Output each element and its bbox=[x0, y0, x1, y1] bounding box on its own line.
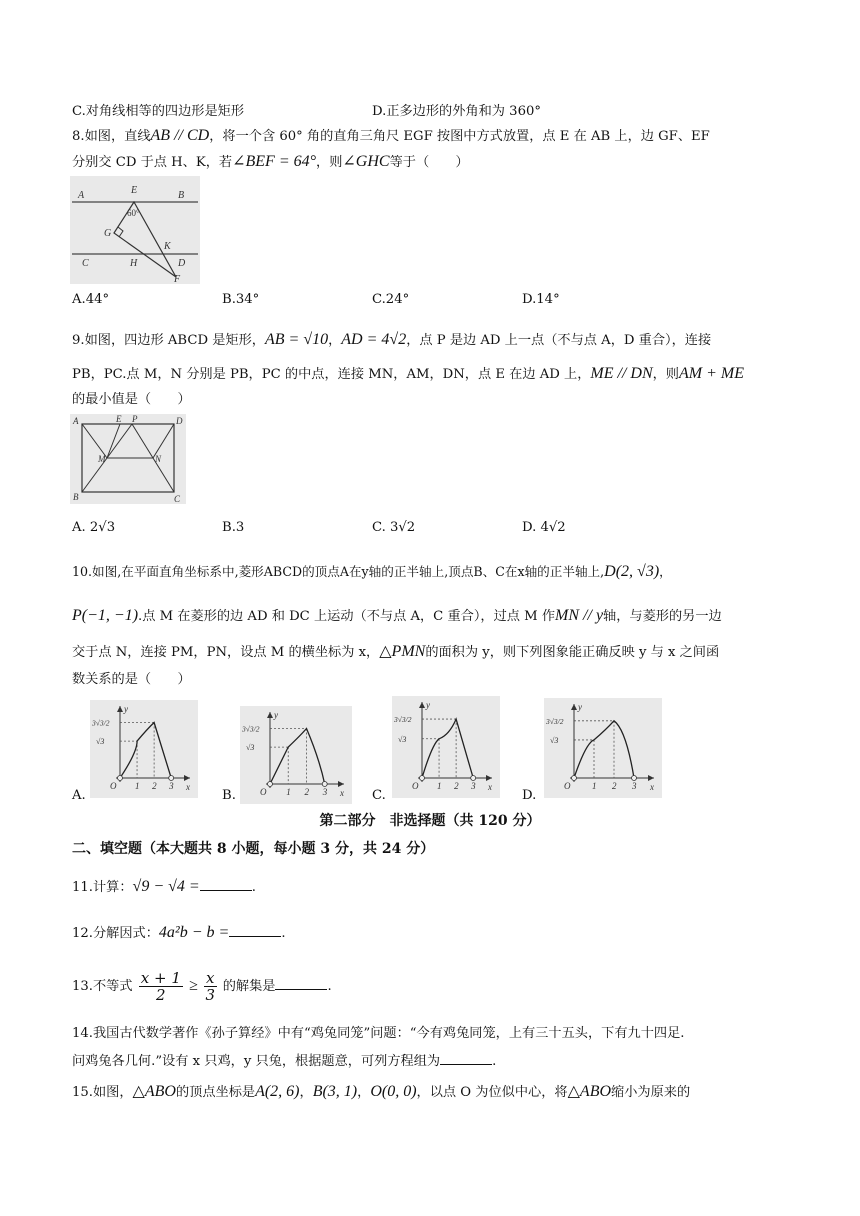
q8-stem-line2: 分别交 CD 于点 H、K，若∠BEF = 64°，则∠GHC等于（ ） bbox=[72, 153, 469, 170]
graph-tick-x3: 3 bbox=[322, 787, 328, 797]
q8-stem-line1: 8.如图，直线AB // CD，将一个含 60° 角的直角三角尺 EGF 按图中方式放置，点 E 在 AB 上，边 GF、EF bbox=[72, 127, 710, 144]
q10-stem-line4: 数关系的是（ ） bbox=[72, 672, 191, 687]
q9-figure bbox=[70, 414, 186, 504]
x-axis-arrow bbox=[486, 775, 492, 781]
q8-figure bbox=[70, 176, 200, 284]
q9-option-a: A. 2√3 bbox=[72, 520, 116, 535]
q9-label-c: C bbox=[174, 494, 181, 504]
q8-label-f: F bbox=[174, 274, 181, 284]
graph-tick-x1: 1 bbox=[135, 781, 140, 791]
q8-label-k: K bbox=[164, 241, 171, 252]
graph-tick-x2: 2 bbox=[152, 781, 157, 791]
graph-tick-x1: 1 bbox=[592, 781, 597, 791]
q13-line: 13.不等式 $\frac{x + 1}{2}$ ≥ $\frac{x}{3}$ 的解集是 . bbox=[72, 969, 332, 1004]
graph-label-x: x bbox=[186, 782, 190, 792]
q11-answer-blank[interactable] bbox=[200, 876, 252, 891]
graph-tick-x3: 3 bbox=[169, 781, 174, 791]
graph-tick-x2: 2 bbox=[612, 781, 617, 791]
function-curve bbox=[422, 719, 473, 778]
q8-label-e: E bbox=[131, 185, 138, 196]
graph-tick-mid: √3 bbox=[550, 735, 559, 745]
q9-option-c: C. 3√2 bbox=[372, 520, 416, 535]
q14-line2: 问鸡兔各几何.”设有 x 只鸡，y 只兔，根据题意，可列方程组为 . bbox=[72, 1050, 496, 1072]
graph-label-y: y bbox=[426, 700, 430, 710]
q14-answer-blank[interactable] bbox=[440, 1050, 492, 1065]
open-point-x3 bbox=[471, 776, 476, 781]
graph-label-x: x bbox=[650, 782, 654, 792]
graph-label-origin: O bbox=[260, 787, 267, 797]
q10-graph-d bbox=[544, 698, 662, 798]
q8-label-g: G bbox=[104, 228, 112, 239]
q10-stem-line1: 10.如图,在平面直角坐标系中,菱形ABCD的顶点A在y轴的正半轴上,顶点B、C在x轴的正半轴上,D(2, √3)， bbox=[72, 563, 672, 580]
q10-option-b: B. bbox=[222, 788, 236, 803]
graph-tick-mid: √3 bbox=[96, 737, 105, 747]
q8-label-b: B bbox=[178, 190, 185, 201]
graph-label-y: y bbox=[124, 704, 128, 714]
graph-label-x: x bbox=[488, 782, 492, 792]
q12-answer-blank[interactable] bbox=[229, 922, 281, 937]
q8-option-b: B.34° bbox=[222, 292, 260, 307]
q10-option-c: C. bbox=[372, 788, 386, 803]
q13-answer-blank[interactable] bbox=[275, 975, 327, 990]
q7-option-d: D.正多边形的外角和为 360° bbox=[372, 104, 541, 119]
q8-label-a: A bbox=[78, 190, 85, 201]
y-axis-arrow bbox=[117, 706, 123, 712]
q10-stem-line3: 交于点 N，连接 PM，PN，设点 M 的横坐标为 x，△PMN的面积为 y，则下列图象能正确反映 y 与 x 之间函 bbox=[72, 643, 720, 660]
graph-tick-top: 3√3/2 bbox=[394, 715, 412, 725]
q9-stem-line1: 9.如图，四边形 ABCD 是矩形，AB = √10，AD = 4√2，点 P 是边 AD 上一点（不与点 A，D 重合），连接 bbox=[72, 331, 712, 348]
section2-title: 二、填空题（本大题共 8 小题，每小题 3 分，共 24 分） bbox=[72, 841, 435, 857]
q8-option-a: A.44° bbox=[72, 292, 110, 307]
x-axis-arrow bbox=[648, 775, 654, 781]
q8-label-d: D bbox=[178, 258, 186, 269]
q9-label-b: B bbox=[73, 492, 79, 502]
q9-label-a: A bbox=[73, 416, 79, 426]
graph-label-origin: O bbox=[110, 781, 117, 791]
open-point-origin bbox=[572, 776, 577, 781]
q9-label-e: E bbox=[116, 414, 122, 424]
graph-tick-x1: 1 bbox=[437, 781, 442, 791]
x-axis-arrow bbox=[184, 775, 190, 781]
q9-label-n: N bbox=[155, 454, 162, 464]
function-curve bbox=[574, 721, 634, 778]
q15-line: 15.如图，△ABO的顶点坐标是A(2, 6)，B(3, 1)，O(0, 0)，以点 O 为位似中心，将△ABO缩小为原来的 bbox=[72, 1083, 691, 1100]
q8-label-h: H bbox=[130, 258, 138, 269]
q10-stem-line2: P(−1, −1).点 M 在菱形的边 AD 和 DC 上运动（不与点 A，C 重合），过点 M 作MN // y轴，与菱形的另一边 bbox=[72, 607, 722, 624]
graph-tick-x1: 1 bbox=[286, 787, 291, 797]
graph-tick-top: 3√3/2 bbox=[92, 718, 110, 728]
graph-label-origin: O bbox=[412, 781, 419, 791]
open-point-origin bbox=[118, 776, 123, 781]
graph-tick-mid: √3 bbox=[246, 743, 255, 753]
graph-tick-top: 3√3/2 bbox=[242, 724, 260, 734]
q9-label-d: D bbox=[176, 416, 183, 426]
graph-tick-x2: 2 bbox=[304, 787, 309, 797]
q8-label-60: 60° bbox=[127, 208, 140, 218]
q8-label-c: C bbox=[82, 258, 89, 269]
graph-tick-x3: 3 bbox=[632, 781, 637, 791]
q13-fraction-left: $\frac{x + 1}{2}$ bbox=[140, 969, 181, 1004]
graph-label-y: y bbox=[578, 702, 582, 712]
q10-graph-b bbox=[240, 706, 352, 804]
q10-option-a: A. bbox=[72, 788, 86, 803]
q9-stem-line3: 的最小值是（ ） bbox=[72, 392, 191, 407]
q10-graph-c bbox=[392, 696, 500, 798]
open-point-x3 bbox=[322, 782, 327, 787]
graph-tick-x3: 3 bbox=[471, 781, 476, 791]
q9-option-d: D. 4√2 bbox=[522, 520, 566, 535]
graph-tick-x2: 2 bbox=[454, 781, 459, 791]
q8-option-d: D.14° bbox=[522, 292, 560, 307]
function-curve bbox=[270, 729, 325, 785]
open-point-x3 bbox=[632, 776, 637, 781]
open-point-origin bbox=[420, 776, 425, 781]
graph-tick-top: 3√3/2 bbox=[546, 716, 564, 726]
graph-label-y: y bbox=[274, 710, 278, 720]
q9-label-p: P bbox=[132, 414, 138, 424]
q13-fraction-right: $\frac{x}{3}$ bbox=[205, 969, 216, 1004]
q10-option-d: D. bbox=[522, 788, 537, 803]
x-axis-arrow bbox=[338, 781, 344, 787]
open-point-x3 bbox=[169, 776, 174, 781]
q11-line: 11.计算：√9 − √4 = . bbox=[72, 878, 256, 895]
function-curve bbox=[120, 723, 171, 779]
y-axis-arrow bbox=[419, 702, 425, 708]
q9-option-b: B.3 bbox=[222, 520, 245, 535]
y-axis-arrow bbox=[267, 712, 273, 718]
y-axis-arrow bbox=[571, 704, 577, 710]
q8-math-parallel: AB // CD bbox=[150, 127, 210, 144]
q8-option-c: C.24° bbox=[372, 292, 410, 307]
open-point-origin bbox=[268, 782, 273, 787]
q9-label-m: M bbox=[98, 454, 106, 464]
graph-label-x: x bbox=[340, 788, 344, 798]
q10-graph-a bbox=[90, 700, 198, 798]
graph-label-origin: O bbox=[564, 781, 571, 791]
q12-line: 12.分解因式：4a²b − b = . bbox=[72, 924, 286, 941]
part2-title: 第二部分 非选择题（共 120 分） bbox=[319, 813, 541, 829]
q14-line1: 14.我国古代数学著作《孙子算经》中有“鸡兔同笼”问题：“今有鸡兔同笼，上有三十五头，下有九十四足. bbox=[72, 1026, 685, 1041]
q7-option-c: C.对角线相等的四边形是矩形 bbox=[72, 104, 245, 119]
graph-tick-mid: √3 bbox=[398, 734, 407, 744]
q9-stem-line2: PB，PC.点 M，N 分别是 PB，PC 的中点，连接 MN，AM，DN，点 E 在边 AD 上，ME // DN，则AM + ME bbox=[72, 365, 744, 382]
